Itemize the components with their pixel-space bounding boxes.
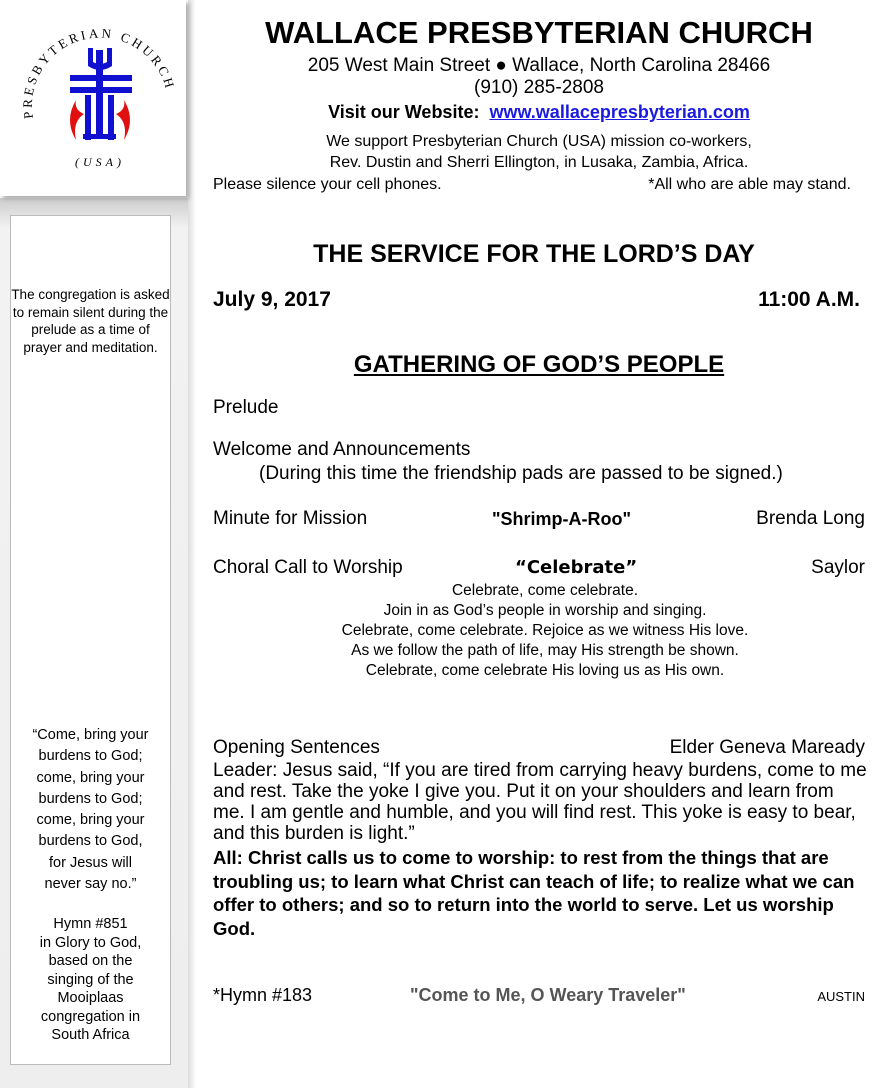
quote-line: never say no.” [44,876,137,893]
credit-line: congregation in [40,1008,141,1025]
welcome-note: (During this time the friendship pads are passed to be signed.) [259,463,783,484]
sidebar-edge [188,0,196,1088]
hymn-label: *Hymn #183 [213,985,313,1005]
opening-row [213,737,865,759]
opening-person: Elder Geneva Maready [669,737,865,758]
quote-line: burdens to God; [38,748,143,765]
phone: (910) 285-2808 [474,77,604,98]
choral-composer: Saylor [811,557,865,578]
address: 205 West Main Street ● Wallace, North Carolina 28466 [307,55,771,76]
quote-line: “Come, bring your [32,727,149,743]
section-heading: GATHERING OF GOD’S PEOPLE [353,351,725,378]
svg-text:(USA): (USA) [75,155,125,169]
service-title: THE SERVICE FOR THE LORD’S DAY [313,240,755,268]
website-label: Visit our Website: [328,102,480,122]
opening-label: Opening Sentences [213,737,380,758]
all-response: All: Christ calls us to come to worship: to rest from the things that are troubling us; to learn what Christ can teach of life; to realize what we can offer to others; and so to return into the world to serve. Let us worship God. [213,847,855,939]
prelude: Prelude [213,397,279,418]
service-time: 11:00 A.M. [758,288,860,311]
quote-line: come, bring your [36,769,145,786]
notice-line [213,176,851,194]
lyric-line: Join in as God’s people in worship and singing. [383,602,707,619]
support-line-1: We support Presbyterian Church (USA) mission co-workers, [326,133,752,150]
sidebar-quote [11,725,170,895]
silence-notice: Please silence your cell phones. [213,176,442,193]
credit-line: based on the [48,953,133,969]
choral-title: “Celebrate” [515,557,638,578]
lyric-line: Celebrate, come celebrate. [451,582,639,599]
support-line-2: Rev. Dustin and Sherri Ellington, in Lusaka, Zambia, Africa. [329,154,749,171]
prelude-note: The congregation is asked to remain silent during the prelude as a time of prayer and meditation. [11,287,170,355]
credit-line: Mooiplaas [57,990,124,1006]
date-time [213,288,860,312]
choral-label: Choral Call to Worship [213,557,403,578]
sidebar-panel [10,215,171,1065]
service-date: July 9, 2017 [213,288,331,311]
mission-person: Brenda Long [756,508,865,529]
pcusa-seal-icon [0,0,186,196]
lyric-line: Celebrate, come celebrate His loving us as His own. [365,662,725,679]
credit-line: in Glory to God, [39,934,142,951]
quote-line: come, bring your [36,812,145,829]
cross-icon [70,48,132,140]
hymn-credit [11,915,170,1045]
credit-line: Hymn #851 [53,916,128,932]
stand-notice: *All who are able may stand. [648,176,851,193]
svg-text:PRESBYTERIAN CHURCH: PRESBYTERIAN CHURCH [19,25,179,120]
credit-line: South Africa [51,1027,130,1043]
website-line [213,102,865,123]
church-name: WALLACE PRESBYTERIAN CHURCH [265,15,813,50]
quote-line: for Jesus will [49,854,132,871]
lyric-line: Celebrate, come celebrate. Rejoice as we witness His love. [341,622,749,639]
lyric-line: As we follow the path of life, may His strength be shown. [351,642,739,659]
mission-title: "Shrimp-A-Roo" [492,509,632,529]
welcome: Welcome and Announcements [213,439,471,460]
choral-lyrics [245,581,845,681]
church-logo [0,0,186,196]
quote-line: burdens to God; [38,790,143,807]
credit-line: singing of the [47,971,134,988]
hymn-tune: AUSTIN [817,989,865,1004]
hymn-title: "Come to Me, O Weary Traveler" [410,985,686,1005]
leader-text: Leader: Jesus said, “If you are tired from carrying heavy burdens, come to me and rest. Take the yoke I give you. Put it on your shoulders and learn from me. I am gentle and humble, and you will find rest. This yoke is easy to bear, and this burden is light.” [213,760,867,844]
website-link[interactable]: www.wallacepresbyterian.com [489,102,750,122]
quote-line: burdens to God, [38,833,143,850]
mission-label: Minute for Mission [213,508,368,529]
